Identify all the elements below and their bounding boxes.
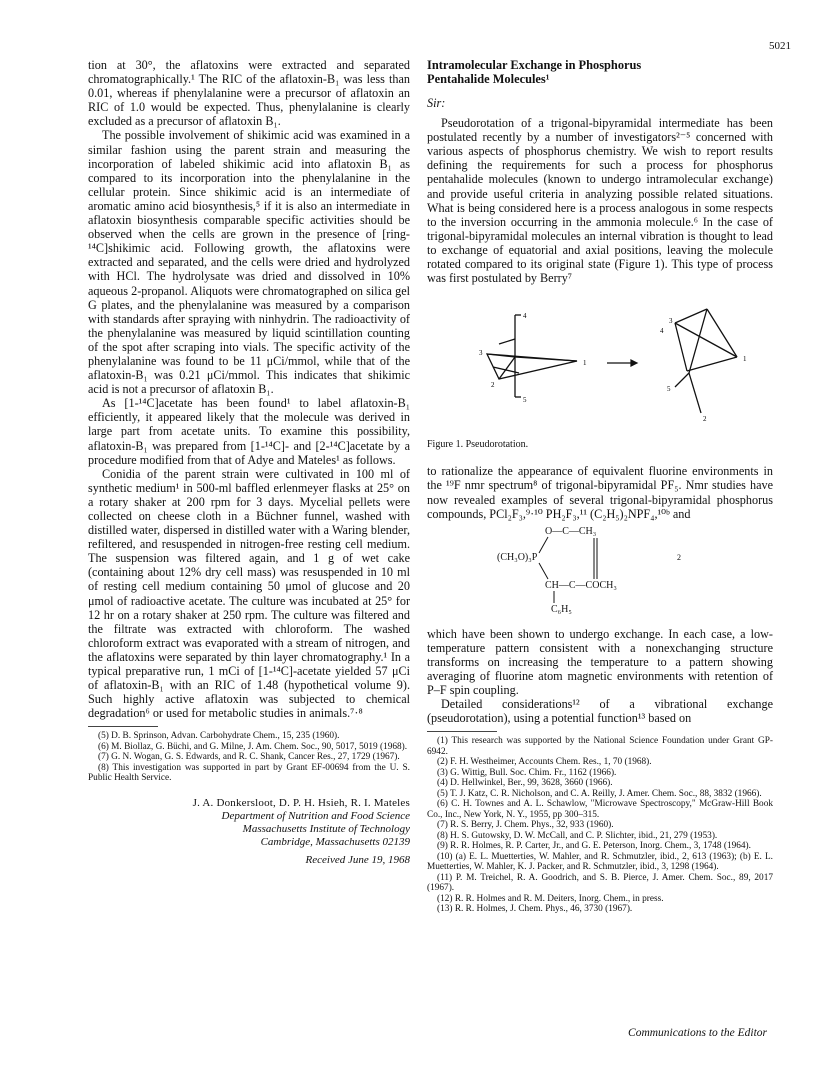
article-title-line2: Pentahalide Molecules¹ — [427, 72, 550, 86]
atom-label: 3 — [669, 317, 673, 326]
paragraph: tion at 30°, the aflatoxins were extracted and separated chromatographically.¹ The RIC of the aflatoxin-B₁ was less than 0.01, whereas if phenylalanine were a precursor of aflatoxin an RIC of 1.0 would be expected. Thus, phenylalanine is clearly excluded as a precursor of aflatoxin B₁. — [88, 58, 410, 129]
footnote: (4) D. Hellwinkel, Ber., 99, 3628, 3660 (1966). — [437, 778, 613, 789]
atom-label: 4 — [660, 327, 664, 336]
formula-top: O—C—CH₃ — [545, 525, 597, 537]
affiliation-line: Department of Nutrition and Food Science — [221, 810, 410, 822]
formula-number: 2 — [677, 552, 681, 562]
footnote: (12) R. R. Holmes and R. M. Deiters, Inorg. Chem., in press. — [437, 893, 664, 904]
footnote-divider — [88, 726, 158, 727]
footnote: (7) R. S. Berry, J. Chem. Phys., 32, 933 (1960). — [437, 820, 614, 831]
paragraph: Pseudorotation of a trigonal-bipyramidal intermediate has been postulated recently by a number of investigators²⁻⁵ concerned with various aspects of phosphorus chemistry. We wish to report results defining the requirements for such a process for phosphorus pentahalide molecules (known to undergo intramolecular exchange) and provide useful criteria in analyzing possible related situations. What is being considered here is a process analogous in some respects to the inversion occurring in the ammonia molecule.⁶ In the case of trigonal-bipyramidal molecules an internal vibration is thought to lead to exchange of equatorial and axial positions, leaving the molecule rotated compared to its original state (Figure 1). This type of process was first postulated by Berry⁷ — [427, 116, 773, 286]
pseudorotation-diagram — [457, 299, 757, 429]
affiliation — [88, 810, 410, 849]
footnote: (5) T. J. Katz, C. R. Nicholson, and C. A. Reilly, J. Amer. Chem. Soc., 88, 3832 (1966). — [437, 788, 762, 799]
atom-label: 4 — [523, 312, 527, 321]
formula-sub: C₆H₅ — [551, 603, 572, 615]
footnote: (10) (a) E. L. Muetterties, W. Mahler, and R. Schmutzler, ibid., 2, 613 (1963); (b) E. L. Muetterties, W. Mahler, K. J. Packer, and R. Schmutzler, ibid., 3, 1298 (1964). — [427, 851, 773, 873]
footnote: (3) G. Wittig, Bull. Soc. Chim. Fr., 1162 (1966). — [437, 767, 617, 778]
footnotes — [88, 731, 410, 784]
journal-section-footer: Communications to the Editor — [628, 1027, 767, 1039]
article-title: Intramolecular Exchange in Phosphorus — [427, 58, 642, 72]
formula-bottom: CH—C—COCH₃ — [545, 579, 617, 591]
figure-pseudorotation — [427, 299, 773, 434]
footnote: (5) D. B. Sprinson, Advan. Carbohydrate Chem., 15, 235 (1960). — [98, 731, 340, 742]
right-column — [427, 58, 773, 915]
footnote-divider — [427, 731, 497, 732]
affiliation-line: Cambridge, Massachusetts 02139 — [260, 836, 410, 848]
structural-formula — [427, 523, 773, 619]
paragraph: Conidia of the parent strain were cultivated in 100 ml of synthetic medium¹ in 500-ml baffled erlenmeyer flasks at 25° on a rotary shaker at 200 rpm for 3 days. Mycelial pellets were collected on cheese cloth in a Büchner funnel, washed with distilled water, dispersed in distilled water with a Waring blender, refiltered, and resuspended in nitrogen-free resting cell medium. The suspension was filtered again, and 1 g of wet cake (containing about 12% dry cell mass) was resuspended in 10 ml of resting cell medium containing 50 μmol of glucose and 20 μmol of radioactive acetate. The culture was incubated at 25° for 12 hr on a rotary shaker at 250 rpm. The culture was filtered and the filtrate was extracted with chloroform. The washed chloroform extract was evaporated with a stream of nitrogen, and the aflatoxins were separated by thin layer chromatography.¹ In a typical preparative run, 1 mCi of [1-¹⁴C]-acetate yielded 57 μCi of aflatoxin-B₁ with an RIC of 1.48 (hypothetical volume 9). Such highly active aflatoxin was subjected to chemical degradation⁶ or used for metabolic studies in animals.⁷·⁸ — [88, 466, 410, 721]
salutation: Sir: — [427, 96, 446, 110]
paragraph: which have been shown to undergo exchange. In each case, a low-temperature pattern consistent with a nonexchanging structure transforms on increasing the temperature to a pattern showing averaging of fluorine atom magnetic environments with retention of P–F spin coupling. — [427, 626, 773, 698]
footnote: (6) C. H. Townes and A. L. Schawlow, "Microwave Spectroscopy," McGraw-Hill Book Co., Inc., New York, N. Y., 1955, pp 300–315. — [427, 799, 773, 820]
footnote: (7) G. N. Wogan, G. S. Edwards, and R. C. Shank, Cancer Res., 27, 1729 (1967). — [98, 752, 400, 763]
received-date: Received June 19, 1968 — [305, 854, 410, 866]
left-column — [88, 58, 410, 867]
footnote: (11) P. M. Treichel, R. A. Goodrich, and S. B. Pierce, J. Amer. Chem. Soc., 89, 2017 (1967). — [427, 872, 773, 894]
formula-left: (CH₃O)₃P — [497, 551, 538, 563]
figure-caption: Figure 1. Pseudorotation. — [427, 439, 529, 451]
atom-label: 3 — [479, 349, 483, 358]
atom-label: 2 — [703, 415, 707, 424]
paragraph: to rationalize the appearance of equivalent fluorine environments in the ¹⁹F nmr spectrum⁸ of trigonal-bipyramidal PF₅. Nmr studies have now revealed examples of several trigonal-bipyramidal phosphorus compounds, PCl₂F₃,⁹·¹⁰ PH₂F₃,¹¹ (C₂H₅)₂NPF₄,¹⁰ᵇ and — [427, 464, 773, 521]
footnotes — [427, 736, 773, 915]
footnote: (1) This research was supported by the National Science Foundation under Grant GP-6942. — [427, 736, 773, 757]
footnote: (2) F. H. Westheimer, Accounts Chem. Res., 1, 70 (1968). — [437, 757, 652, 768]
footnote: (8) H. S. Gutowsky, D. W. McCall, and C. P. Slichter, ibid., 21, 279 (1953). — [437, 830, 718, 841]
atom-label: 2 — [491, 381, 495, 390]
paragraph: As [1-¹⁴C]acetate has been found¹ to label aflatoxin-B₁ efficiently, it appeared likely that the molecule was derived in large part from acetate units. To examine this possibility, aflatoxin-B₁ was prepared from [1-¹⁴C]- and [2-¹⁴C]acetate by a procedure modified from that of Adye and Mateles¹ as follows. — [88, 396, 410, 467]
atom-label: 1 — [743, 355, 747, 364]
affiliation-line: Massachusetts Institute of Technology — [242, 823, 410, 835]
paragraph: Detailed considerations¹² of a vibrational exchange (pseudorotation), using a potential function¹³ based on — [427, 697, 773, 726]
footnote: (9) R. R. Holmes, R. P. Carter, Jr., and G. E. Peterson, Inorg. Chem., 3, 1748 (1964). — [437, 841, 751, 852]
atom-label: 1 — [583, 359, 587, 368]
atom-label: 5 — [523, 396, 527, 405]
page-number: 5021 — [769, 40, 791, 52]
atom-label: 5 — [667, 385, 671, 394]
paragraph: The possible involvement of shikimic acid was examined in a similar fashion using the parent strain and measuring the incorporation of labeled shikimic acid into aflatoxin B₁ as compared to its incorporation into the phenylalanine in the cellular protein. Since shikimic acid is an intermediate of aromatic amino acid biosynthesis,⁵ if it is also an intermediate in aflatoxin biosynthesis comparable specific activities should be observed when the cells are grown in the presence of [ring-¹⁴C]shikimic acid. Following growth, the aflatoxins were extracted and separated, and the cells were dried and hydrolyzed with HCl. The hydrolysate was dried and dissolved in 10% aqueous 2-propanol. Aliquots were chromatographed on silica gel G plates, and the phenylalanine was measured by a comparison with standards after spraying with ninhydrin. The radioactivity of the phenylalanine was measured by liquid scintillation counting of the spot after scraping into vials. The specific activity of the phenylalanine was found to be 11 μCi/mmol, while that of the aflatoxin-B₁ was 0.21 μCi/mmol. This indicates that shikimic acid is not a precursor of aflatoxin B₁. — [88, 128, 410, 397]
footnote: (8) This investigation was supported in part by Grant EF-00694 from the U. S. Public Health Service. — [88, 762, 410, 784]
formula-bonds — [427, 523, 687, 619]
footnote: (6) M. Biollaz, G. Büchi, and G. Milne, J. Am. Chem. Soc., 90, 5017, 5019 (1968). — [98, 741, 408, 752]
footnote: (13) R. R. Holmes, J. Chem. Phys., 46, 3730 (1967). — [437, 904, 633, 915]
authors: J. A. Donkersloot, D. P. H. Hsieh, R. I. Mateles — [192, 796, 410, 809]
